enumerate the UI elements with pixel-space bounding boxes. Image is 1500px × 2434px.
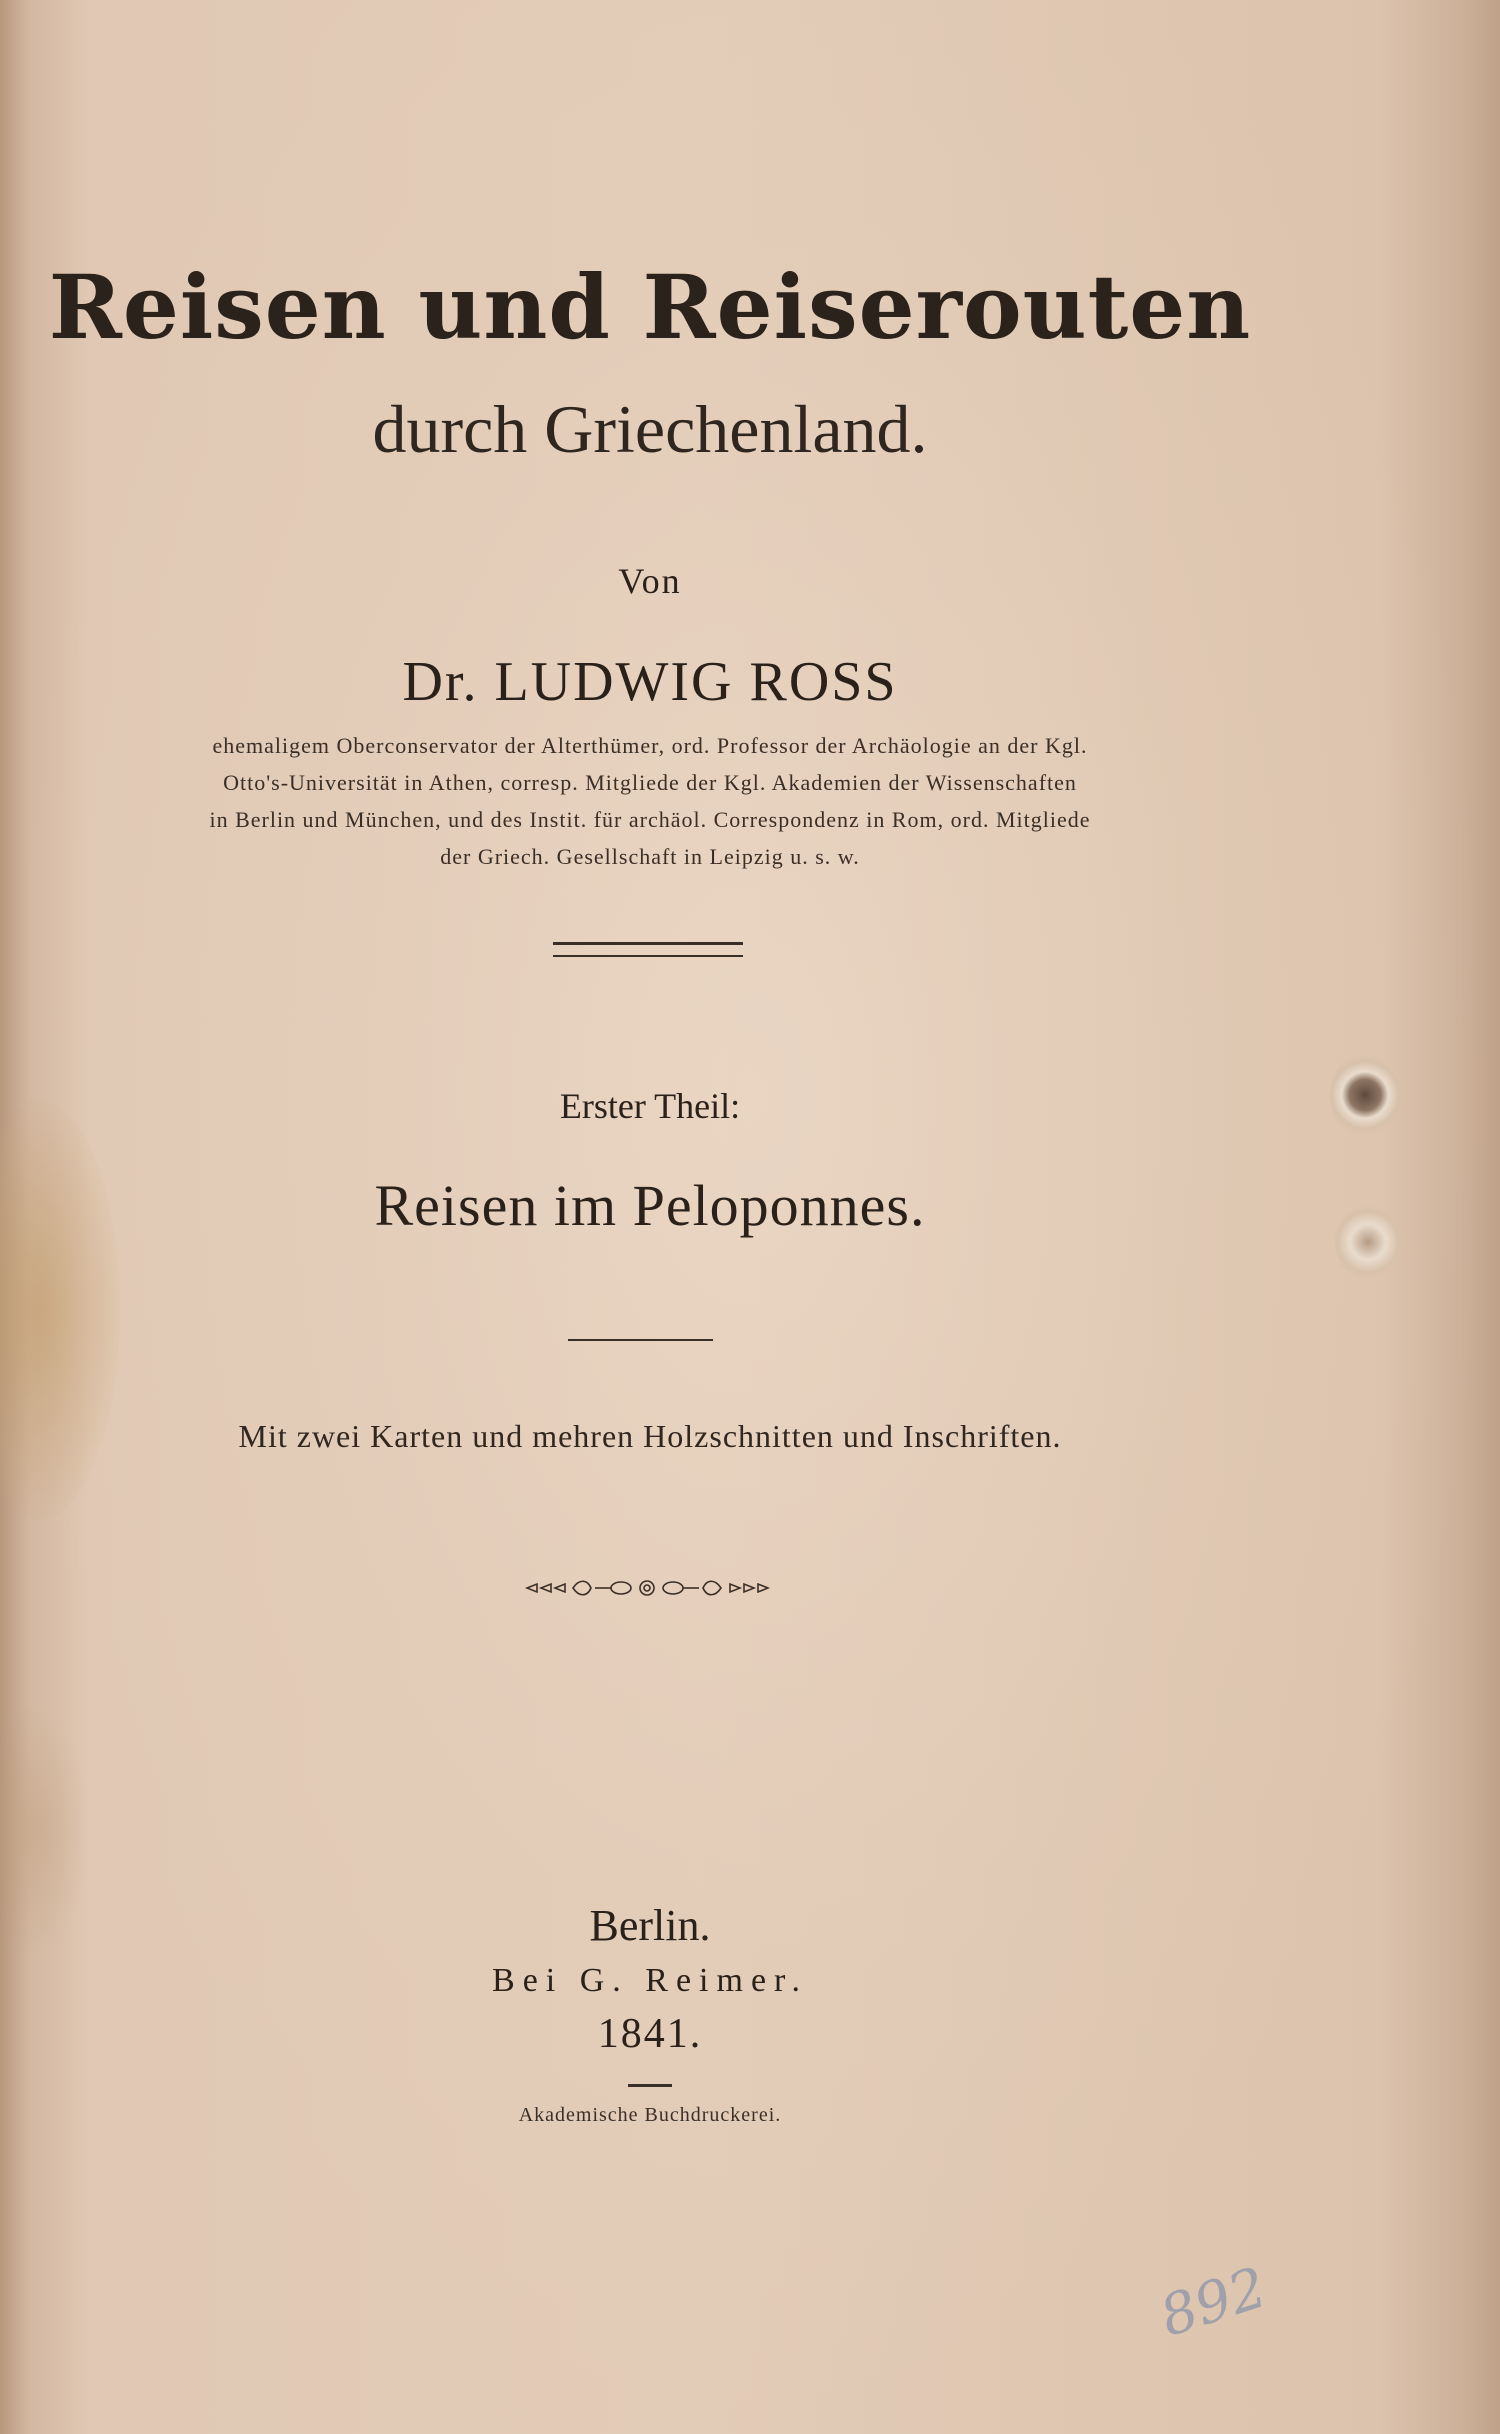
double-rule-divider [553,942,743,957]
author-name: Dr. LUDWIG ROSS [402,651,898,713]
byline: Von [618,561,682,601]
illustrations-note: Mit zwei Karten und mehren Holzschnitten und Inschriften. [238,1418,1062,1454]
credentials-line: in Berlin und München, und des Instit. für archäol. Correspondenz in Rom, ord. Mitgliede [209,807,1091,832]
printer-name: Akademische Buchdruckerei. [518,2104,782,2126]
part-label: Erster Theil: [559,1086,741,1126]
book-subtitle: durch Griechenland. [372,391,928,467]
rule-divider [628,2084,672,2087]
credentials-line: der Griech. Gesellschaft in Leipzig u. s. w. [440,844,860,869]
part-title: Reisen im Peloponnes. [374,1173,926,1238]
credentials-line: ehemaligem Oberconservator der Alterthümer, ord. Professor der Archäologie an der Kgl. [212,733,1088,758]
publication-year: 1841. [597,2011,703,2057]
credentials-line: Otto's-Universität in Athen, corresp. Mitgliede der Kgl. Akademien der Wissenschaften [223,770,1077,795]
handwritten-number: 892 [1152,2255,1275,2350]
author-credentials [120,727,1180,875]
publication-place: Berlin. [589,1901,711,1950]
publisher-name: Bei G. Reimer. [492,1962,808,1999]
paper-hole [1330,1052,1400,1138]
book-title: Reisen und Reiserouten [48,255,1252,359]
ornament-icon [525,1575,770,1601]
water-stain [0,1100,120,1520]
rule-divider [568,1339,713,1341]
paper-hole [1335,1204,1401,1280]
